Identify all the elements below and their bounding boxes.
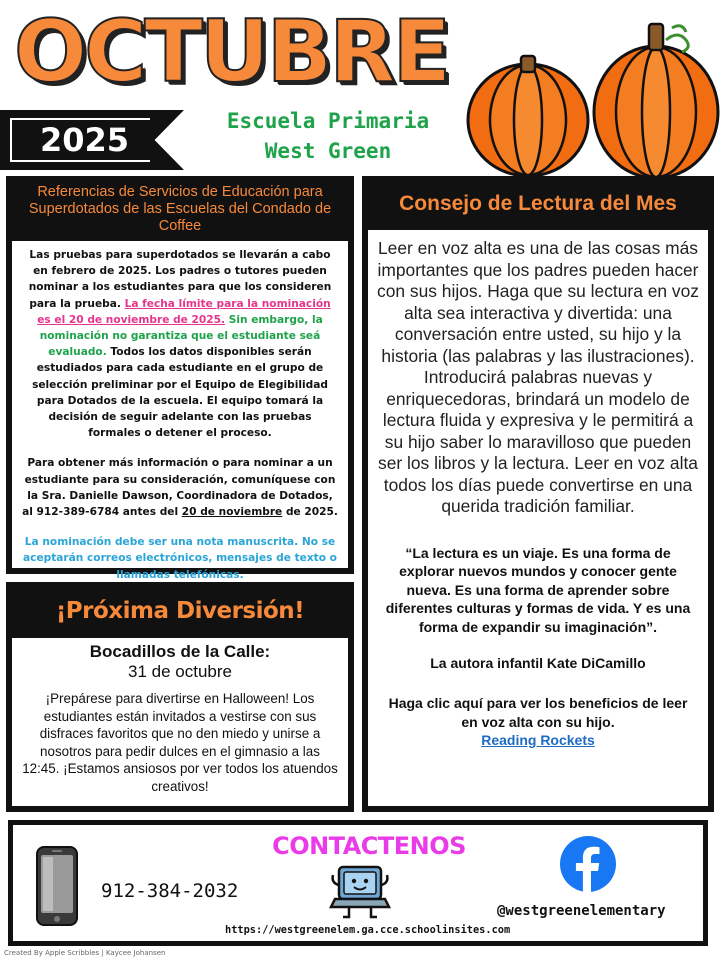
reading-tip-section (362, 176, 714, 812)
school-name-line1: Escuela Primaria (226, 109, 430, 133)
gifted-referrals-section (6, 176, 354, 581)
pumpkins-illustration (466, 20, 720, 180)
reading-quote: “La lectura es un viaje. Es una forma de explorar nuevos mundos y conocer gente nueva. Es una forma de aprender sobre diferentes culturas y formas de vida. Y es una forma de expandir su imaginación”. (385, 544, 691, 635)
gifted-paragraph-2 (22, 455, 338, 520)
school-website[interactable]: https://westgreenelem.ga.cce.schoolinsites.com (225, 924, 511, 936)
phone-number[interactable]: 912-384-2032 (101, 880, 239, 902)
gifted-no-guarantee-text: Sin embargo, la nominación no garantiza que el estudiante seá evaluado. (39, 313, 323, 359)
year-label: 2025 (40, 121, 130, 159)
reading-heading: Consejo de Lectura del Mes (368, 182, 708, 230)
pumpkin-left (468, 56, 588, 176)
gifted-paragraph-1 (22, 247, 338, 441)
school-name-line2: West Green (264, 139, 392, 163)
upcoming-fun-section (6, 582, 354, 812)
fun-event-title: Bocadillos de la Calle: (89, 642, 271, 661)
fun-event-date: 31 de octubre (128, 662, 232, 681)
gifted-p2-intro: Para obtener más información o para nominar a un estudiante para su consideración, comuníquese con la Sra. Danielle Dawson, Coordinadora de Dotados, al 912-389-6784 antes del (22, 457, 336, 519)
contact-heading: CONTACTENOS (272, 832, 466, 860)
school-name (200, 106, 456, 166)
phone-icon (35, 845, 79, 927)
gifted-handwritten-note: La nominación debe ser una nota manuscrita. No se aceptarán correos electrónicos, mensajes de texto o llamadas telefónicas. (23, 536, 337, 581)
gifted-p2-end: de 2025. (282, 506, 338, 519)
fun-heading: ¡Próxima Diversión! (12, 588, 348, 638)
facebook-handle[interactable]: @westgreenelementary (497, 903, 666, 919)
gifted-body (12, 241, 348, 583)
reading-link-intro: Haga clic aquí para ver los beneficios de leer en voz alta con su hijo. (388, 695, 688, 730)
gifted-p1-intro: Las pruebas para superdotados se llevarán a cabo en febrero de 2025. Los padres o tutores pueden nominar a los estudiantes para que los consideren para la prueba. (28, 249, 332, 310)
laptop-mascot-icon (329, 863, 391, 923)
reading-body: Leer en voz alta es una de las cosas más importantes que los padres pueden hacer con sus hijos. Haga que su lectura en voz alta sea interactiva y divertida: una conversación entre usted, su hijo y la historia (las palabras y las ilustraciones). Introducirá palabras nuevas y enriquecedoras, brindará un modelo de lectura fluida y expresiva y le permitirá a su hijo saber lo maravilloso que pueden ser los libros y la lectura. Leer en voz alta todos los días puede convertirse en una querida tradición familiar. (377, 238, 699, 516)
credit-line: Created By Apple Scribbles | Kaycee Johansen (4, 949, 166, 957)
reading-rockets-link[interactable]: Reading Rockets (481, 732, 595, 748)
reading-link-block (368, 694, 708, 750)
gifted-p2-date: 20 de noviembre (181, 506, 283, 519)
fun-event-description: ¡Prepárese para divertirse en Halloween! Los estudiantes están invitados a vestirse con sus disfraces favoritos que no den miedo y unirse a nosotros para pedir dulces en el gimnasio a las 12:45. ¡Estamos ansiosos por ver todos los atuendos creativos! (22, 691, 338, 794)
month-title: OCTUBRE (14, 2, 449, 102)
gifted-heading: Referencias de Servicios de Educación para Superdotados de las Escuelas del Condado de Coffee (12, 182, 348, 241)
facebook-icon[interactable] (559, 835, 617, 893)
reading-author: La autora infantil Kate DiCamillo (430, 655, 646, 671)
gifted-p1-rest: Todos los datos disponibles serán estudiados para cada estudiante en el grupo de selección preliminar por el Equipo de Elegibilidad para Dotados de la escuela. El equipo tomará la decisión de seguir adelante con las pruebas formales o detener el proceso. (32, 346, 328, 440)
gifted-deadline-text: La fecha límite para la nominación es el 20 de noviembre de 2025. (37, 297, 331, 326)
pumpkin-right (594, 24, 718, 178)
contact-section (8, 820, 708, 946)
